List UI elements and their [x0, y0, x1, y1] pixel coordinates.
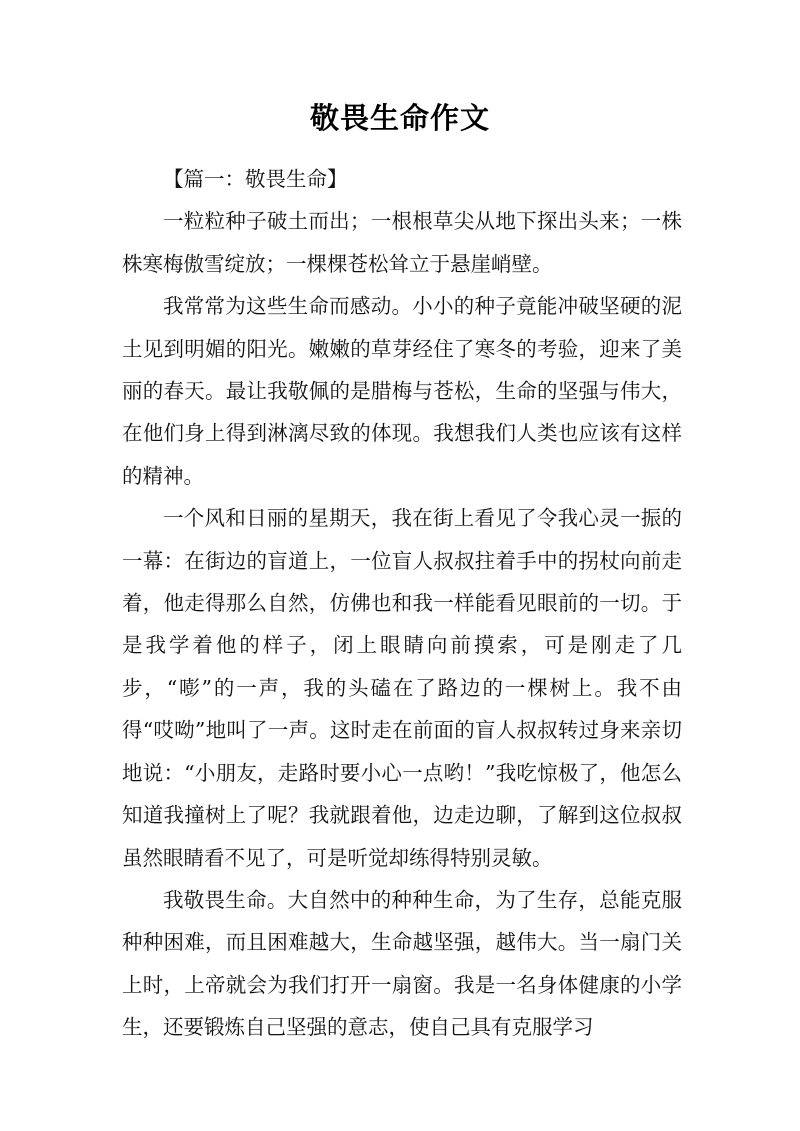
- paragraph-2: 我常常为这些生命而感动。小小的种子竟能冲破坚硬的泥土见到明媚的阳光。嫩嫩的草芽经住了寒冬的考验，迎来了美丽的春天。最让我敬佩的是腊梅与苍松，生命的坚强与伟大，在他们身上得到淋漓尽致的体现。我想我们人类也应该有这样的精神。: [122, 294, 682, 488]
- section-heading: 【篇一：敬畏生命】: [163, 167, 348, 191]
- paragraph-1: 一粒粒种子破土而出；一根根草尖从地下探出头来；一株株寒梅傲雪绽放；一棵棵苍松耸立于悬崖峭壁。: [122, 209, 682, 276]
- document-body: [122, 158, 682, 1049]
- paragraph-4: 我敬畏生命。大自然中的种种生命，为了生存，总能克服种种困难，而且困难越大，生命越坚强，越伟大。当一扇门关上时，上帝就会为我们打开一扇窗。我是一名身体健康的小学生，还要锻炼自己坚强的意志，使自己具有克服学习: [122, 887, 682, 1040]
- document-title: 敬畏生命作文: [309, 101, 490, 135]
- paragraph-3: 一个风和日丽的星期天，我在街上看见了令我心灵一振的一幕：在街边的盲道上，一位盲人叔叔拄着手中的拐杖向前走着，他走得那么自然，仿佛也和我一样能看见眼前的一切。于是我学着他的样子，闭上眼睛向前摸索，可是刚走了几步，“嘭”的一声，我的头磕在了路边的一棵树上。我不由得“哎呦”地叫了一声。这时走在前面的盲人叔叔转过身来亲切地说：“小朋友，走路时要小心一点哟！”我吃惊极了，他怎么知道我撞树上了呢？我就跟着他，边走边聊，了解到这位叔叔虽然眼睛看不见了，可是听觉却练得特别灵敏。: [122, 506, 682, 870]
